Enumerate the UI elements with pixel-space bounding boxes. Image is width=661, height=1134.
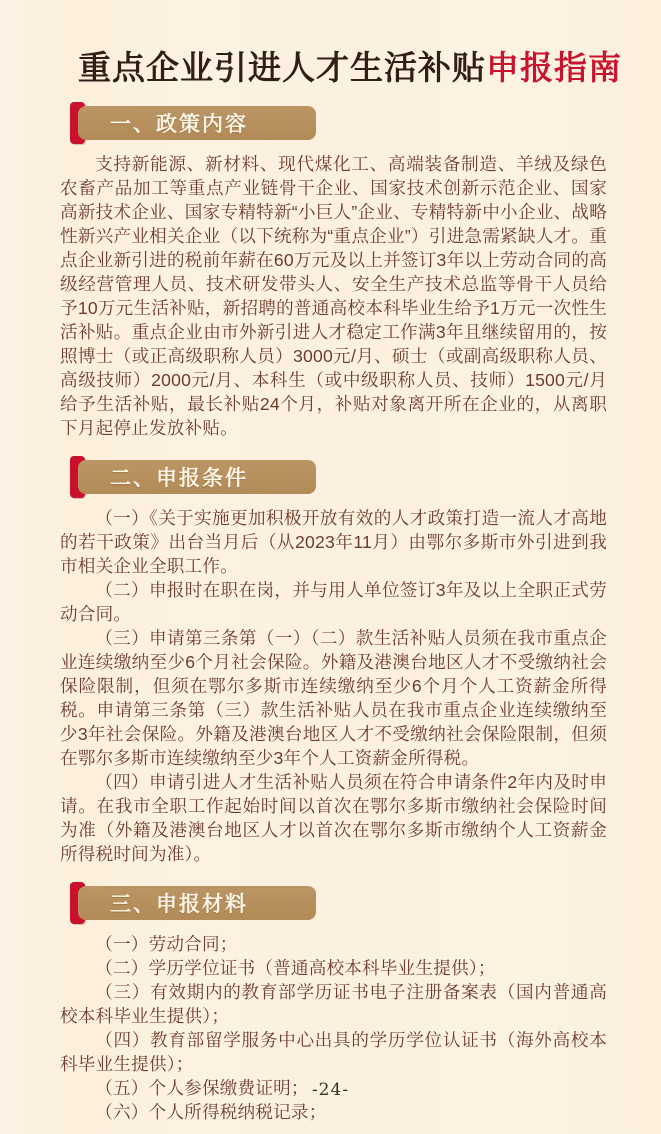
section-heading-label: 二、申报条件 — [110, 467, 248, 490]
page-number: -24- — [311, 1080, 350, 1100]
paragraph: 支持新能源、新材料、现代煤化工、高端装备制造、羊绒及绿色农畜产品加工等重点产业链骨干企业、国家技术创新示范企业、国家高新技术企业、国家专精特新“小巨人”企业、专精特新中小企业、战略性新兴产业相关企业（以下统称为“重点企业”）引进急需紧缺人才。重点企业新引进的税前年薪在60万元及以上并签订3年以上劳动合同的高级经营管理人员、技术研发带头人、安全生产技术总监等骨干人员给予10万元生活补贴，新招聘的普通高校本科毕业生给予1万元一次性生活补贴。重点企业由市外新引进人才稳定工作满3年且继续留用的，按照博士（或正高级职称人员）3000元/月、硕士（或副高级职称人员、高级技师）2000元/月、本科生（或中级职称人员、技师）1500元/月给予生活补贴，最长补贴24个月，补贴对象离开所在企业的，从离职下月起停止发放补贴。 — [60, 154, 607, 438]
section-body — [60, 506, 607, 866]
paragraph: （六）个人所得税纳税记录； — [95, 1102, 327, 1122]
section-body — [60, 152, 607, 440]
section-heading — [78, 886, 316, 920]
paragraph: （四）教育部留学服务中心出具的学历学位认证书（海外高校本科毕业生提供）； — [60, 1030, 607, 1074]
paragraph: （一）劳动合同； — [95, 934, 238, 954]
heading-bar — [78, 106, 316, 140]
paragraph: （五）个人参保缴费证明； — [95, 1078, 309, 1098]
page-title-highlight: 申报指南 — [486, 49, 622, 86]
page-title — [78, 48, 622, 88]
heading-bar — [78, 460, 316, 494]
sections-container — [60, 106, 607, 1124]
section-heading — [78, 460, 316, 494]
paragraph: （二）申报时在职在岗，并与用人单位签订3年及以上全职正式劳动合同。 — [60, 580, 607, 624]
paragraph: （三）有效期内的教育部学历证书电子注册备案表（国内普通高校本科毕业生提供）； — [60, 982, 607, 1026]
paragraph: （二）学历学位证书（普通高校本科毕业生提供）； — [95, 958, 496, 978]
page-title-main: 重点企业引进人才生活补贴 — [78, 49, 486, 86]
section — [60, 460, 607, 866]
section — [60, 106, 607, 440]
paragraph: （四）申请引进人才生活补贴人员须在符合申请条件2年内及时申请。在我市全职工作起始时间以首次在鄂尔多斯市缴纳社会保险时间为准（外籍及港澳台地区人才以首次在鄂尔多斯市缴纳个人工资薪金所得税时间为准）。 — [60, 772, 607, 864]
paragraph: （一）《关于实施更加积极开放有效的人才政策打造一流人才高地的若干政策》出台当月后（从2023年11月）由鄂尔多斯市外引进到我市相关企业全职工作。 — [60, 508, 607, 576]
paragraph: （三）申请第三条第（一）（二）款生活补贴人员须在我市重点企业连续缴纳至少6个月社会保险。外籍及港澳台地区人才不受缴纳社会保险限制，但须在鄂尔多斯市连续缴纳至少6个月个人工资薪金所得税。申请第三条第（三）款生活补贴人员在我市重点企业连续缴纳至少3年社会保险。外籍及港澳台地区人才不受缴纳社会保险限制，但须在鄂尔多斯市连续缴纳至少3年个人工资薪金所得税。 — [60, 628, 607, 768]
heading-bar — [78, 886, 316, 920]
section-heading-label: 一、政策内容 — [110, 113, 248, 136]
section-heading — [78, 106, 316, 140]
section-heading-label: 三、申报材料 — [110, 893, 248, 916]
